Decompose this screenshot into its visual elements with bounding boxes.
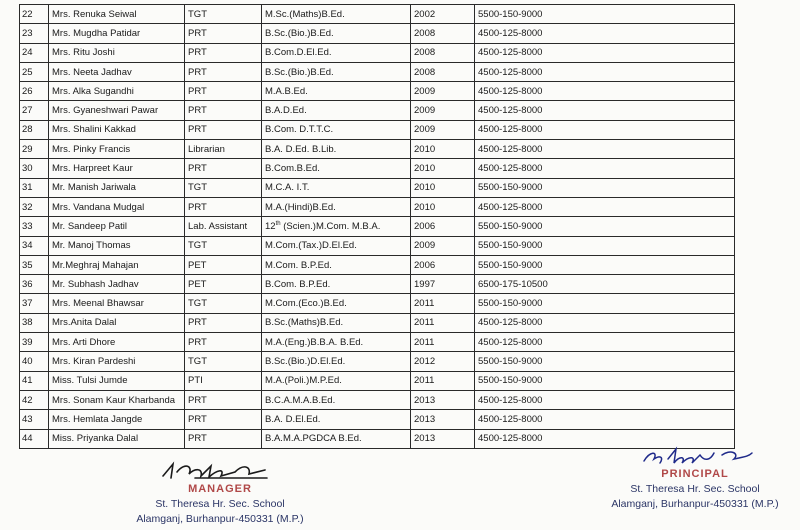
name-cell: Mrs. Harpreet Kaur bbox=[49, 159, 185, 178]
pay-scale-cell: 5500-150-9000 bbox=[475, 5, 735, 24]
post-cell: PRT bbox=[185, 120, 262, 139]
qualification-cell: M.C.A. I.T. bbox=[262, 178, 411, 197]
joining-year-cell: 2010 bbox=[411, 197, 475, 216]
table-row bbox=[20, 410, 735, 429]
post-cell: PRT bbox=[185, 159, 262, 178]
pay-scale-cell: 4500-125-8000 bbox=[475, 333, 735, 352]
pay-scale-cell: 6500-175-10500 bbox=[475, 275, 735, 294]
table-row bbox=[20, 294, 735, 313]
name-cell: Mrs. Meenal Bhawsar bbox=[49, 294, 185, 313]
table-row bbox=[20, 43, 735, 62]
post-cell: PTI bbox=[185, 371, 262, 390]
table-row bbox=[20, 120, 735, 139]
joining-year-cell: 2006 bbox=[411, 255, 475, 274]
staff-table-body bbox=[20, 5, 735, 449]
name-cell: Mrs. Ritu Joshi bbox=[49, 43, 185, 62]
pay-scale-cell: 4500-125-8000 bbox=[475, 429, 735, 448]
pay-scale-cell: 4500-125-8000 bbox=[475, 43, 735, 62]
pay-scale-cell: 4500-125-8000 bbox=[475, 140, 735, 159]
name-cell: Mrs. Shalini Kakkad bbox=[49, 120, 185, 139]
serial-number-cell: 26 bbox=[20, 82, 49, 101]
post-cell: PRT bbox=[185, 429, 262, 448]
serial-number-cell: 43 bbox=[20, 410, 49, 429]
pay-scale-cell: 5500-150-9000 bbox=[475, 236, 735, 255]
qualification-cell: B.Com. B.P.Ed. bbox=[262, 275, 411, 294]
qualification-cell: B.Com.B.Ed. bbox=[262, 159, 411, 178]
serial-number-cell: 40 bbox=[20, 352, 49, 371]
serial-number-cell: 30 bbox=[20, 159, 49, 178]
post-cell: PRT bbox=[185, 390, 262, 409]
table-row bbox=[20, 5, 735, 24]
serial-number-cell: 33 bbox=[20, 217, 49, 236]
pay-scale-cell: 4500-125-8000 bbox=[475, 313, 735, 332]
serial-number-cell: 27 bbox=[20, 101, 49, 120]
name-cell: Mrs. Mugdha Patidar bbox=[49, 24, 185, 43]
serial-number-cell: 31 bbox=[20, 178, 49, 197]
principal-signature-block bbox=[600, 445, 790, 512]
joining-year-cell: 2009 bbox=[411, 236, 475, 255]
pay-scale-cell: 4500-125-8000 bbox=[475, 120, 735, 139]
post-cell: TGT bbox=[185, 294, 262, 313]
table-row bbox=[20, 333, 735, 352]
serial-number-cell: 44 bbox=[20, 429, 49, 448]
qualification-cell: B.A. D.El.Ed. bbox=[262, 410, 411, 429]
joining-year-cell: 1997 bbox=[411, 275, 475, 294]
joining-year-cell: 2011 bbox=[411, 333, 475, 352]
serial-number-cell: 25 bbox=[20, 62, 49, 81]
table-row bbox=[20, 371, 735, 390]
qualification-cell: M.A.(Hindi)B.Ed. bbox=[262, 197, 411, 216]
joining-year-cell: 2008 bbox=[411, 24, 475, 43]
joining-year-cell: 2012 bbox=[411, 352, 475, 371]
name-cell: Mrs. Renuka Seiwal bbox=[49, 5, 185, 24]
qualification-cell: B.Com.D.El.Ed. bbox=[262, 43, 411, 62]
name-cell: Mrs.Anita Dalal bbox=[49, 313, 185, 332]
qualification-cell: B.Sc.(Bio.)D.El.Ed. bbox=[262, 352, 411, 371]
post-cell: PRT bbox=[185, 43, 262, 62]
serial-number-cell: 37 bbox=[20, 294, 49, 313]
name-cell: Mrs. Sonam Kaur Kharbanda bbox=[49, 390, 185, 409]
qualification-cell: B.Sc.(Bio.)B.Ed. bbox=[262, 62, 411, 81]
joining-year-cell: 2010 bbox=[411, 140, 475, 159]
table-row bbox=[20, 390, 735, 409]
joining-year-cell: 2013 bbox=[411, 429, 475, 448]
name-cell: Mr. Manish Jariwala bbox=[49, 178, 185, 197]
pay-scale-cell: 4500-125-8000 bbox=[475, 410, 735, 429]
serial-number-cell: 36 bbox=[20, 275, 49, 294]
joining-year-cell: 2011 bbox=[411, 313, 475, 332]
manager-address: Alamganj, Burhanpur-450331 (M.P.) bbox=[136, 513, 304, 525]
joining-year-cell: 2013 bbox=[411, 390, 475, 409]
serial-number-cell: 32 bbox=[20, 197, 49, 216]
serial-number-cell: 34 bbox=[20, 236, 49, 255]
joining-year-cell: 2002 bbox=[411, 5, 475, 24]
pay-scale-cell: 5500-150-9000 bbox=[475, 255, 735, 274]
qualification-cell: B.C.A.M.A.B.Ed. bbox=[262, 390, 411, 409]
name-cell: Mrs. Vandana Mudgal bbox=[49, 197, 185, 216]
serial-number-cell: 28 bbox=[20, 120, 49, 139]
serial-number-cell: 41 bbox=[20, 371, 49, 390]
qualification-cell: M.Com. B.P.Ed. bbox=[262, 255, 411, 274]
post-cell: PRT bbox=[185, 197, 262, 216]
table-row bbox=[20, 236, 735, 255]
post-cell: PRT bbox=[185, 101, 262, 120]
serial-number-cell: 29 bbox=[20, 140, 49, 159]
pay-scale-cell: 4500-125-8000 bbox=[475, 101, 735, 120]
serial-number-cell: 42 bbox=[20, 390, 49, 409]
principal-school: St. Theresa Hr. Sec. School bbox=[630, 483, 760, 495]
serial-number-cell: 35 bbox=[20, 255, 49, 274]
table-row bbox=[20, 101, 735, 120]
post-cell: TGT bbox=[185, 178, 262, 197]
name-cell: Miss. Priyanka Dalal bbox=[49, 429, 185, 448]
pay-scale-cell: 4500-125-8000 bbox=[475, 197, 735, 216]
name-cell: Mr. Manoj Thomas bbox=[49, 236, 185, 255]
name-cell: Mrs. Hemlata Jangde bbox=[49, 410, 185, 429]
table-row bbox=[20, 140, 735, 159]
manager-school: St. Theresa Hr. Sec. School bbox=[155, 498, 285, 510]
post-cell: PET bbox=[185, 275, 262, 294]
table-row bbox=[20, 82, 735, 101]
manager-signature bbox=[155, 458, 285, 482]
qualification-cell: B.Sc.(Bio.)B.Ed. bbox=[262, 24, 411, 43]
name-cell: Miss. Tulsi Jumde bbox=[49, 371, 185, 390]
manager-signature-block bbox=[120, 458, 320, 527]
manager-role: MANAGER bbox=[188, 483, 252, 495]
joining-year-cell: 2008 bbox=[411, 62, 475, 81]
pay-scale-cell: 4500-125-8000 bbox=[475, 159, 735, 178]
serial-number-cell: 22 bbox=[20, 5, 49, 24]
table-row bbox=[20, 255, 735, 274]
pay-scale-cell: 4500-125-8000 bbox=[475, 62, 735, 81]
qualification-cell: M.Sc.(Maths)B.Ed. bbox=[262, 5, 411, 24]
principal-address: Alamganj, Burhanpur-450331 (M.P.) bbox=[611, 498, 779, 510]
post-cell: Lab. Assistant bbox=[185, 217, 262, 236]
qualification-cell: 12th (Scien.)M.Com. M.B.A. bbox=[262, 217, 411, 236]
qualification-cell: M.A.(Poli.)M.P.Ed. bbox=[262, 371, 411, 390]
joining-year-cell: 2010 bbox=[411, 178, 475, 197]
name-cell: Mrs. Gyaneshwari Pawar bbox=[49, 101, 185, 120]
table-row bbox=[20, 24, 735, 43]
qualification-cell: M.Com.(Tax.)D.El.Ed. bbox=[262, 236, 411, 255]
post-cell: PRT bbox=[185, 62, 262, 81]
qualification-cell: B.Sc.(Maths)B.Ed. bbox=[262, 313, 411, 332]
joining-year-cell: 2011 bbox=[411, 294, 475, 313]
pay-scale-cell: 4500-125-8000 bbox=[475, 390, 735, 409]
qualification-cell: B.Com. D.T.T.C. bbox=[262, 120, 411, 139]
table-row bbox=[20, 217, 735, 236]
qualification-cell: B.A.M.A.PGDCA B.Ed. bbox=[262, 429, 411, 448]
joining-year-cell: 2009 bbox=[411, 120, 475, 139]
pay-scale-cell: 5500-150-9000 bbox=[475, 352, 735, 371]
joining-year-cell: 2009 bbox=[411, 101, 475, 120]
serial-number-cell: 38 bbox=[20, 313, 49, 332]
post-cell: PRT bbox=[185, 24, 262, 43]
pay-scale-cell: 5500-150-9000 bbox=[475, 294, 735, 313]
name-cell: Mrs. Kiran Pardeshi bbox=[49, 352, 185, 371]
post-cell: PET bbox=[185, 255, 262, 274]
principal-signature bbox=[630, 445, 760, 467]
joining-year-cell: 2010 bbox=[411, 159, 475, 178]
table-row bbox=[20, 62, 735, 81]
qualification-cell: M.A.(Eng.)B.B.A. B.Ed. bbox=[262, 333, 411, 352]
joining-year-cell: 2006 bbox=[411, 217, 475, 236]
serial-number-cell: 24 bbox=[20, 43, 49, 62]
joining-year-cell: 2013 bbox=[411, 410, 475, 429]
serial-number-cell: 23 bbox=[20, 24, 49, 43]
table-row bbox=[20, 352, 735, 371]
joining-year-cell: 2011 bbox=[411, 371, 475, 390]
pay-scale-cell: 5500-150-9000 bbox=[475, 178, 735, 197]
table-row bbox=[20, 275, 735, 294]
name-cell: Mrs. Pinky Francis bbox=[49, 140, 185, 159]
qualification-cell: M.Com.(Eco.)B.Ed. bbox=[262, 294, 411, 313]
name-cell: Mr. Subhash Jadhav bbox=[49, 275, 185, 294]
name-cell: Mrs. Alka Sugandhi bbox=[49, 82, 185, 101]
joining-year-cell: 2008 bbox=[411, 43, 475, 62]
post-cell: PRT bbox=[185, 82, 262, 101]
pay-scale-cell: 4500-125-8000 bbox=[475, 82, 735, 101]
staff-table bbox=[19, 4, 735, 449]
pay-scale-cell: 4500-125-8000 bbox=[475, 24, 735, 43]
qualification-cell: B.A. D.Ed. B.Lib. bbox=[262, 140, 411, 159]
table-row bbox=[20, 313, 735, 332]
post-cell: TGT bbox=[185, 5, 262, 24]
principal-role: PRINCIPAL bbox=[661, 468, 729, 480]
post-cell: PRT bbox=[185, 313, 262, 332]
joining-year-cell: 2009 bbox=[411, 82, 475, 101]
qualification-cell: M.A.B.Ed. bbox=[262, 82, 411, 101]
name-cell: Mr. Sandeep Patil bbox=[49, 217, 185, 236]
table-row bbox=[20, 178, 735, 197]
post-cell: PRT bbox=[185, 410, 262, 429]
pay-scale-cell: 5500-150-9000 bbox=[475, 371, 735, 390]
name-cell: Mrs. Neeta Jadhav bbox=[49, 62, 185, 81]
post-cell: TGT bbox=[185, 236, 262, 255]
pay-scale-cell: 5500-150-9000 bbox=[475, 217, 735, 236]
serial-number-cell: 39 bbox=[20, 333, 49, 352]
name-cell: Mrs. Arti Dhore bbox=[49, 333, 185, 352]
post-cell: TGT bbox=[185, 352, 262, 371]
name-cell: Mr.Meghraj Mahajan bbox=[49, 255, 185, 274]
table-row bbox=[20, 197, 735, 216]
post-cell: PRT bbox=[185, 333, 262, 352]
qualification-cell: B.A.D.Ed. bbox=[262, 101, 411, 120]
post-cell: Librarian bbox=[185, 140, 262, 159]
table-row bbox=[20, 159, 735, 178]
